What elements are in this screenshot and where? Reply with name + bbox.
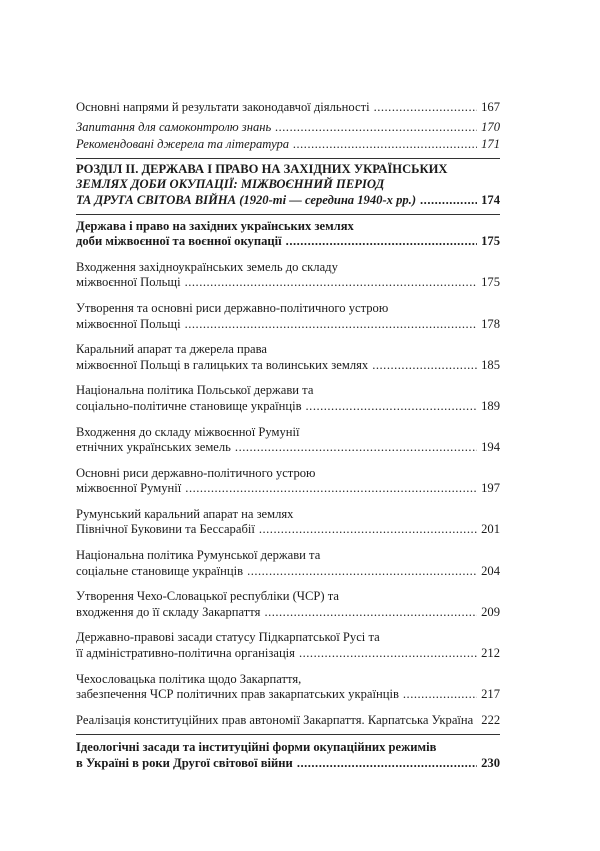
toc-entry-title: Чехословацька політика щодо Закарпаття, [76,671,302,686]
toc-entry-title: Основні риси державно-політичного устрою [76,465,316,480]
toc-entry-title: Держава і право на західних українських землях [76,218,354,233]
toc-entry[interactable] [76,589,500,620]
toc-page-number: 189 [481,398,500,413]
leader-dots [275,120,477,136]
toc-line [76,120,500,136]
toc-entry-title: Національна політика Польської держави та [76,383,314,398]
leader-dots [403,687,477,703]
toc-entry[interactable] [76,466,500,497]
toc-line [76,548,500,564]
toc-page-number: 175 [481,275,500,290]
toc-entry-title: міжвоєнної Румунії [76,481,182,496]
toc-line [76,440,500,456]
toc-line [76,687,500,703]
toc-line [76,713,500,729]
toc-page-number: 167 [481,100,500,114]
toc-entry-title: етнічних українських земель [76,440,231,455]
toc-page-number: 197 [481,481,500,496]
toc-line [76,672,500,688]
toc-line [76,219,500,235]
toc-entry-title: її адміністративно-політична організація [76,646,295,661]
toc-line [76,234,500,250]
leader-dots [374,100,478,116]
toc-entry[interactable] [76,301,500,332]
leader-dots [247,564,477,580]
leader-dots [235,440,477,456]
toc-entry[interactable] [76,713,500,729]
toc-entry-title: соціальне становище українців [76,563,244,578]
toc-line [76,425,500,441]
toc-entry-title: в Україні в роки Другої світової війни [76,756,293,770]
toc-line [76,756,500,772]
toc-entry-title: соціально-політичне становище українців [76,398,302,413]
toc-subsection-heading[interactable] [76,214,500,250]
toc-entry-title: Входження західноукраїнських земель до складу [76,259,338,274]
toc-page-number: 201 [481,522,500,537]
toc-entry-title: ЗЕМЛЯХ ДОБИ ОКУПАЦІЇ: МІЖВОЄННИЙ ПЕРІОД [76,177,385,192]
toc-line [76,260,500,276]
toc-line [76,342,500,358]
toc-entry[interactable] [76,342,500,373]
leader-dots [259,522,477,538]
leader-dots [306,399,478,415]
toc-entry-title: доби міжвоєнної та воєнної окупації [76,234,282,249]
toc-entry-title: Каральний апарат та джерела права [76,342,268,357]
toc-line [76,646,500,662]
toc-entry-title: входження до її складу Закарпаття [76,604,261,619]
toc-line [76,605,500,621]
toc-entry-title: ТА ДРУГА СВІТОВА ВІЙНА (1920-ті — середина 1940-х рр.) [76,192,417,207]
leader-dots [264,605,477,621]
toc-page-number: 194 [481,440,500,455]
toc-entry[interactable] [76,548,500,579]
toc-entry[interactable] [76,137,500,153]
toc-line [76,740,500,756]
toc-entry-title: Рекомендовані джерела та література [76,137,290,152]
toc-entry-title: Утворення та основні риси державно-політичного устрою [76,300,389,315]
toc-entry-title: міжвоєнної Польщі [76,316,181,331]
toc-page-number: 230 [481,756,500,770]
toc-line [76,522,500,538]
toc-entry-title: Національна політика Румунської держави та [76,548,321,563]
leader-dots [420,193,477,209]
toc-page-number: 204 [481,563,500,578]
toc-entry[interactable] [76,120,500,136]
toc-entry[interactable] [76,507,500,538]
toc-line [76,193,500,209]
toc-line [76,100,500,116]
toc-entry[interactable] [76,630,500,661]
toc-entry-title: Входження до складу міжвоєнної Румунії [76,424,300,439]
toc-entry-title: Державно-правові засади статусу Підкарпатської Русі та [76,630,380,645]
toc-page-number: 209 [481,604,500,619]
toc-entry-title: міжвоєнної Польщі в галицьких та волинських землях [76,357,369,372]
leader-dots [286,234,477,250]
toc-line [76,564,500,580]
toc-entry[interactable] [76,260,500,291]
toc-page-number: 185 [481,357,500,372]
toc-page-number: 212 [481,646,500,661]
toc-line [76,589,500,605]
toc-line [76,507,500,523]
toc-page-number: 175 [481,234,500,249]
toc-entry-title: РОЗДІЛ II. ДЕРЖАВА І ПРАВО НА ЗАХІДНИХ УКРАЇНСЬКИХ [76,161,448,176]
toc-line [76,275,500,291]
toc-line [76,317,500,333]
toc-entry-title: міжвоєнної Польщі [76,275,181,290]
toc-page-number: 178 [481,316,500,331]
toc-line [76,383,500,399]
toc-entry[interactable] [76,425,500,456]
leader-dots [185,275,478,291]
toc-page-number: 217 [481,687,500,702]
toc-entry-title: Ідеологічні засади та інституційні форми окупаційних режимів [76,740,437,755]
toc-page-number: 170 [481,119,500,134]
leader-dots [299,646,477,662]
toc-line [76,481,500,497]
toc-line [76,162,500,178]
toc-line [76,358,500,374]
leader-dots [372,358,477,374]
toc-entry-title: Запитання для самоконтролю знань [76,119,272,134]
toc-entry-title: Румунський каральний апарат на землях [76,506,294,521]
toc-subsection-heading[interactable] [76,734,500,771]
toc-entry-title: забезпечення ЧСР політичних прав закарпатських українців [76,687,399,702]
leader-dots [297,756,477,772]
toc-line [76,301,500,317]
toc-entry-title: Реалізація конституційних прав автономії Закарпаття. Карпатська Україна [76,712,474,727]
leader-dots [185,317,478,333]
toc-line [76,399,500,415]
toc-entry[interactable] [76,100,500,116]
toc-entry-title: Основні напрями й результати законодавчої діяльності [76,100,370,114]
toc-page-number: 222 [481,712,501,727]
toc-entry[interactable] [76,383,500,414]
toc-page-number: 171 [481,137,500,152]
toc-page-number: 174 [481,192,500,207]
toc-line [76,466,500,482]
toc-entry[interactable] [76,672,500,703]
toc-line [76,177,500,193]
toc-entry-title: Утворення Чехо-Словацької республіки (ЧСР) та [76,589,339,604]
table-of-contents [76,100,500,772]
toc-entry-title: Північної Буковини та Бессарабії [76,522,255,537]
toc-section-heading[interactable] [76,158,500,209]
toc-line [76,137,500,153]
leader-dots [293,137,477,153]
leader-dots [185,481,477,497]
toc-line [76,630,500,646]
